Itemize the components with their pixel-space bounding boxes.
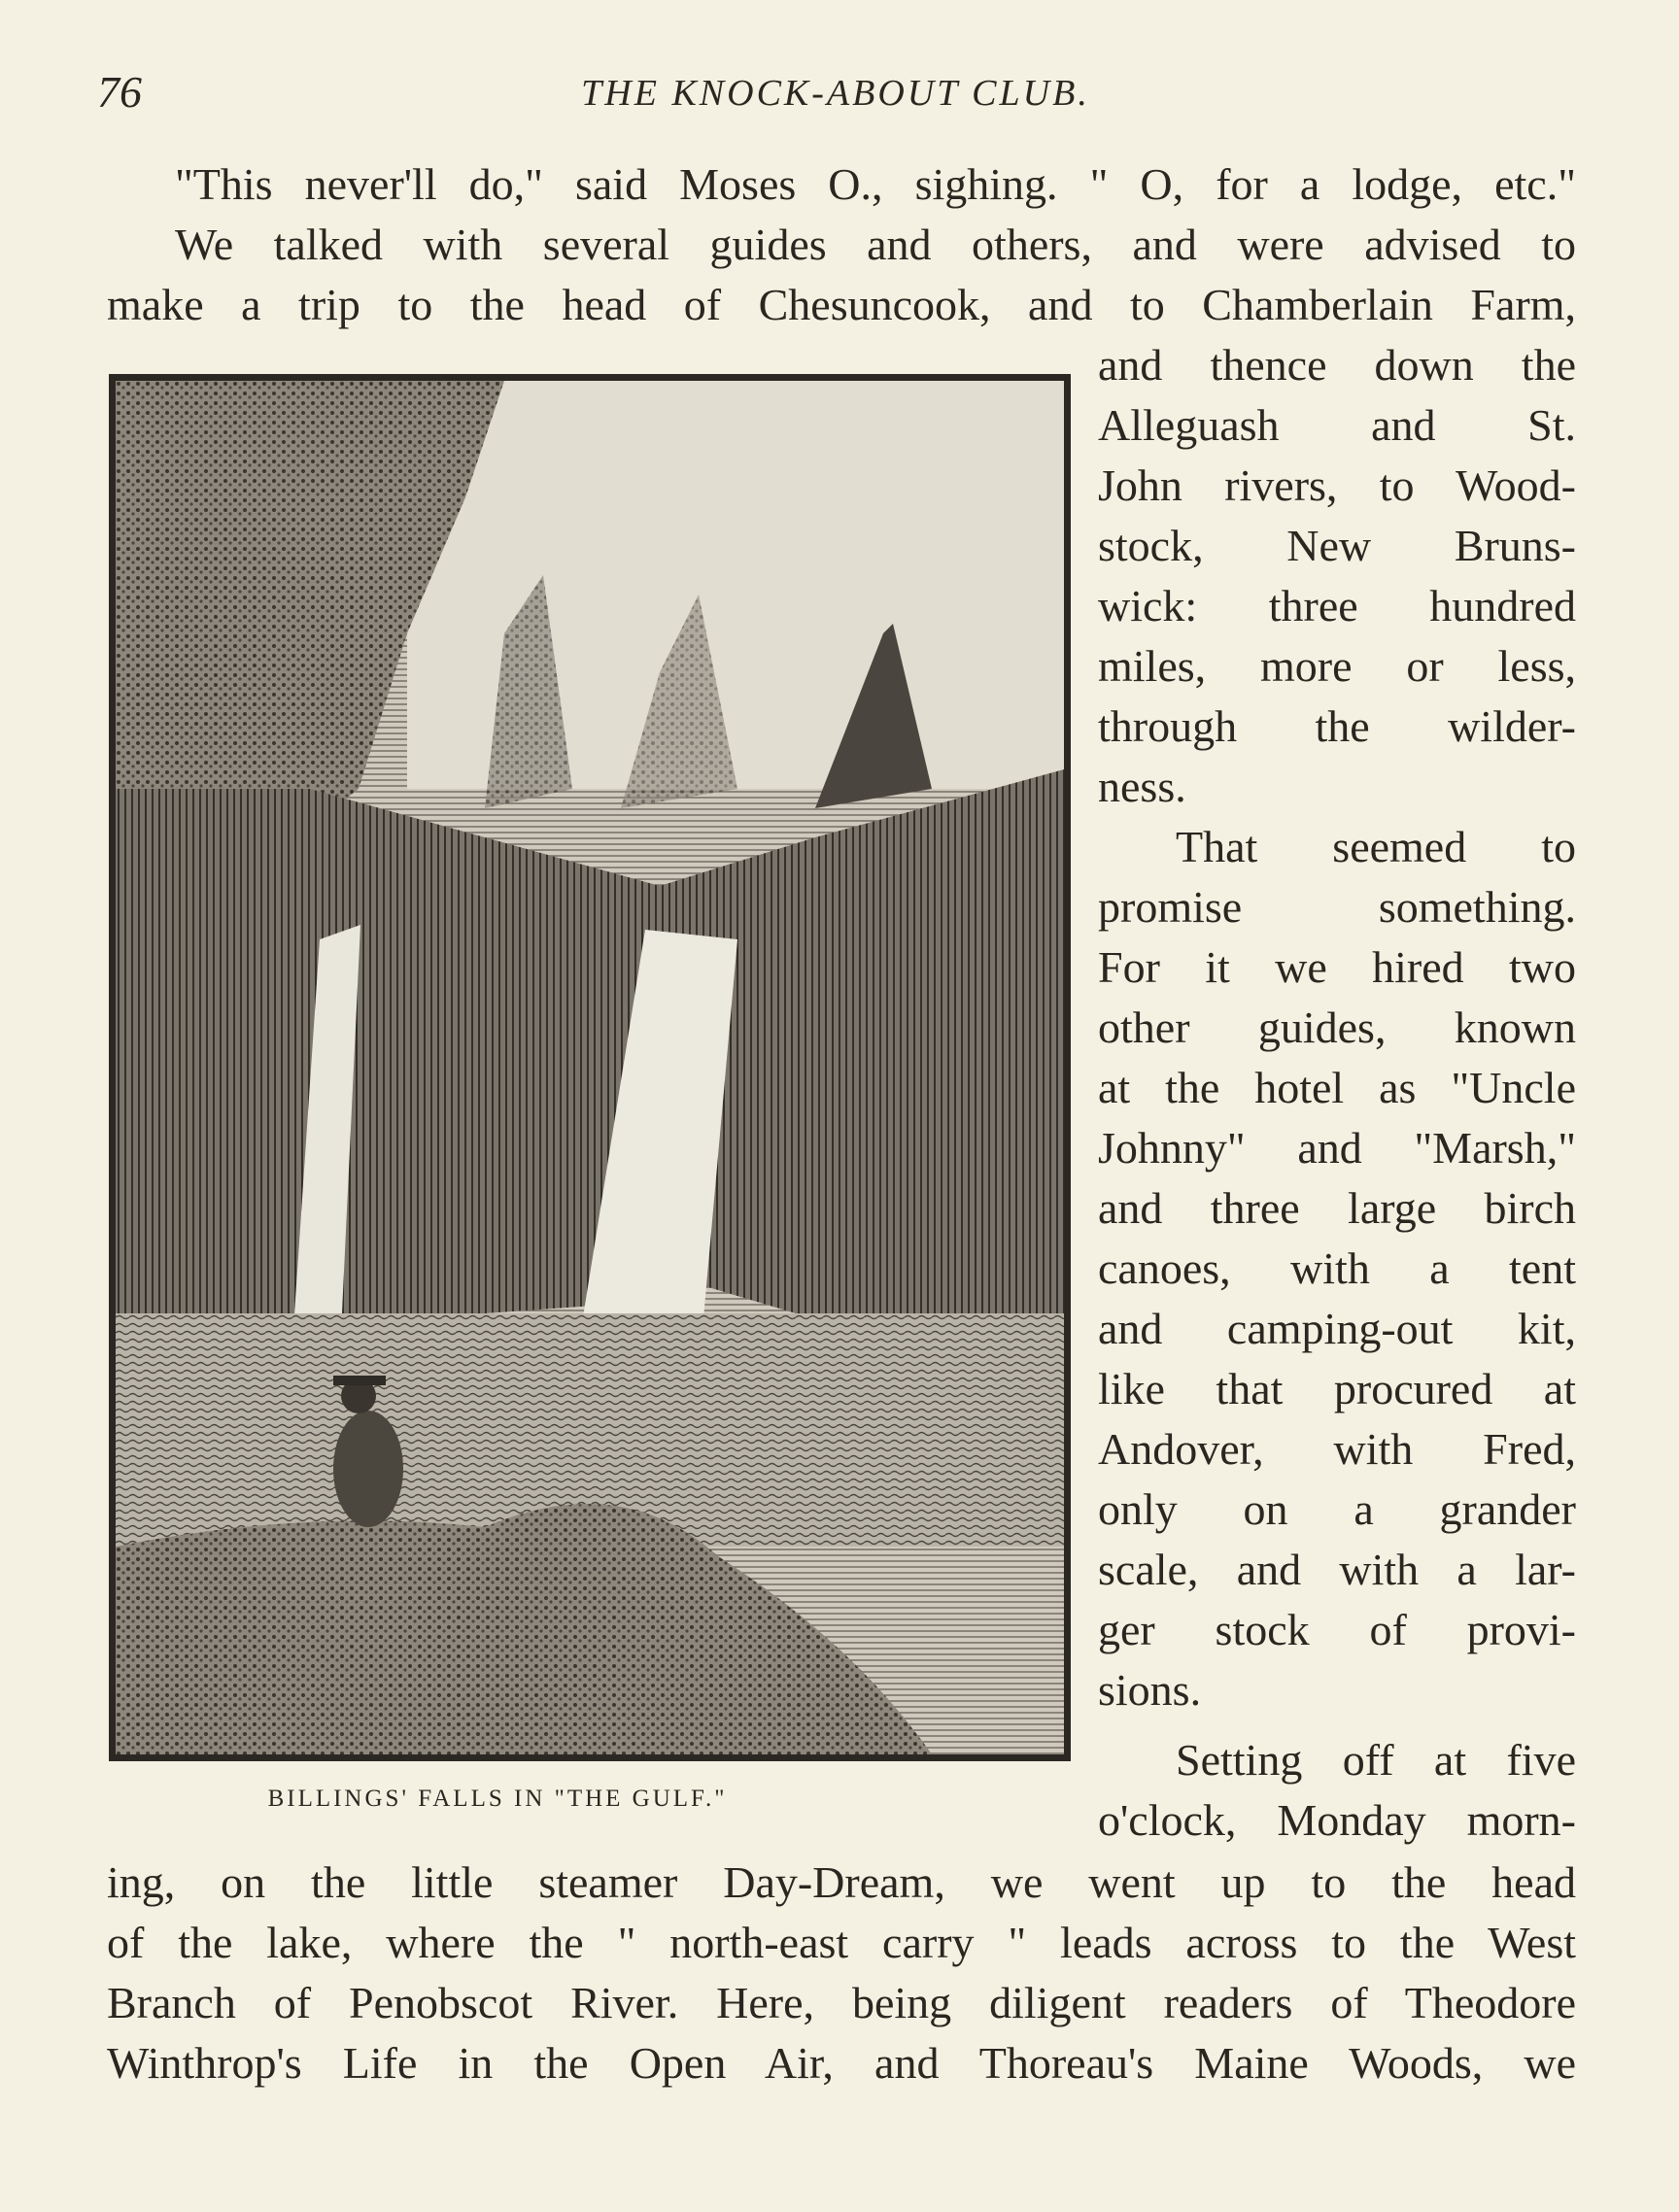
column-line: scale, and with a lar- xyxy=(1098,1545,1576,1594)
column-line: Johnny" and "Marsh," xyxy=(1098,1123,1576,1173)
column-line: o'clock, Monday morn- xyxy=(1098,1795,1576,1845)
running-title: THE KNOCK-ABOUT CLUB. xyxy=(581,73,1090,114)
text-line: We talked with several guides and others, and were advised to xyxy=(175,220,1576,269)
column-line: wick: three hundred xyxy=(1098,581,1576,630)
column-line: John rivers, to Wood- xyxy=(1098,460,1576,510)
column-line: ness. xyxy=(1098,762,1186,811)
column-line: Andover, with Fred, xyxy=(1098,1424,1576,1474)
waterfall-engraving xyxy=(116,381,1064,1754)
column-line: only on a grander xyxy=(1098,1484,1576,1534)
figure-caption: BILLINGS' FALLS IN "THE GULF." xyxy=(267,1786,728,1812)
column-line: miles, more or less, xyxy=(1098,641,1576,691)
column-line: ger stock of provi- xyxy=(1098,1605,1576,1654)
column-line: For it we hired two xyxy=(1098,942,1576,992)
column-line: like that procured at xyxy=(1098,1364,1576,1413)
column-line: Setting off at five xyxy=(1176,1735,1576,1785)
column-line: stock, New Bruns- xyxy=(1098,521,1576,570)
column-line: and camping-out kit, xyxy=(1098,1304,1576,1353)
column-line: Alleguash and St. xyxy=(1098,400,1576,450)
column-line: canoes, with a tent xyxy=(1098,1243,1576,1293)
column-line: other guides, known xyxy=(1098,1003,1576,1052)
text-line: Branch of Penobscot River. Here, being diligent readers of Theodore xyxy=(107,1978,1576,2027)
column-line: and thence down the xyxy=(1098,340,1576,390)
column-line: and three large birch xyxy=(1098,1183,1576,1233)
text-line: "This never'll do," said Moses O., sighing. " O, for a lodge, etc." xyxy=(175,159,1576,209)
column-line: sions. xyxy=(1098,1665,1202,1715)
text-line: Winthrop's Life in the Open Air, and Thoreau's Maine Woods, we xyxy=(107,2038,1576,2088)
page-number: 76 xyxy=(97,67,142,117)
illustration-waterfall xyxy=(109,374,1071,1761)
text-line: ing, on the little steamer Day-Dream, we went up to the head xyxy=(107,1857,1576,1907)
column-line: through the wilder- xyxy=(1098,701,1576,751)
text-line: make a trip to the head of Chesuncook, and to Chamberlain Farm, xyxy=(107,280,1576,329)
column-line: at the hotel as "Uncle xyxy=(1098,1063,1576,1112)
column-line: That seemed to xyxy=(1176,822,1576,871)
text-line: of the lake, where the " north-east carry " leads across to the West xyxy=(107,1918,1576,1967)
running-head xyxy=(97,66,1574,124)
column-line: promise something. xyxy=(1098,882,1576,932)
